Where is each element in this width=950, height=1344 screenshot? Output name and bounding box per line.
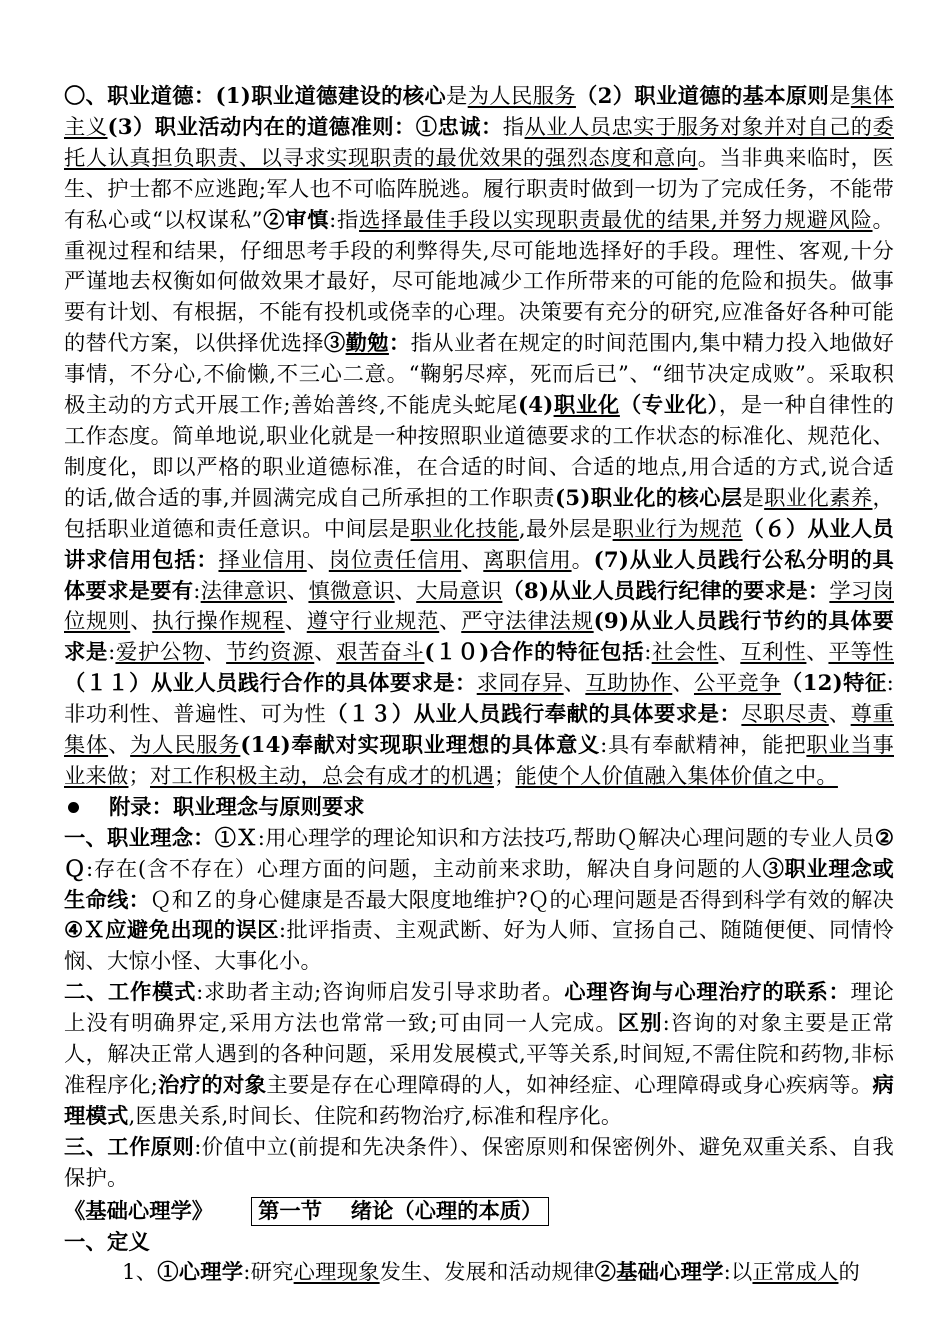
text-run: 。重视过程和结果，仔细思考手段的利弊得失,尽可能地选择好的手段。理性、客观,十分严谨地去权衡如何做效果才最好，尽可能地减少工作所带来的可能的危险和损失。做事要有计划、有根据，不能有投机或侥幸的心理。决策要有充分的研究,应准备好各种可能的替代方案，以供择优选择 [64,207,895,357]
criteria-label: (3）职业活动内在的道德准则： [107,114,416,140]
key-term: 法律意识 [200,578,287,604]
text-run: :求助者主动;咨询师启发引导求助者。 [196,980,565,1006]
key-term: 爱护公物 [115,640,205,666]
key-term: 尊重集体 [64,702,895,759]
text-run: :咨询的对象主要是正常人，解决正常人遇到的各种问题，采用发展模式,平等关系,时间短,不需住院和药物,非标准程序化; [64,1011,894,1098]
text-run: 。当非典来临时，医生、护士都不应逃跑;军人也不可临阵脱逃。履行职责时做到一切为了完成任务，不能带有私心或“以权谋私” [64,145,894,233]
text-run: 。 [571,547,594,573]
section-heading: 〇、职业道德： [64,84,216,109]
text-run: 的 [838,1260,860,1286]
text-run: 、 [130,609,153,635]
text-run: :批评指责、主观武断、好为人师、宣扬自己、随随便便、同情怜悯、大惊小怪、大事化小。 [64,918,894,975]
principle-label: （2）职业道德的基本原则 [575,84,830,109]
item-label: ②基础心理学 [594,1260,724,1286]
bullet-icon [68,802,79,813]
item-label: ②Ｑ [64,825,894,882]
key-term: 严守法律法规 [461,609,594,635]
key-term: 能使个人价值融入集体价值之中。 [515,763,838,789]
text-run: 是 [742,485,765,511]
discipline-label: （8)从业人员践行纪律的要求是： [502,578,830,604]
text-run: 主要是存在心理障碍的人，如神经症、心理障碍或身心疾病等。 [266,1073,873,1098]
key-term: 从业人员忠实于服务对象并对自己的委托人认真担负职责、以寻求实现职责的最优效果的强烈态度和意向 [64,114,894,171]
text-run: ； [128,763,150,789]
text-run: 、 [672,671,694,697]
key-term: 艰苦奋斗 [336,640,425,666]
key-term: 平等性 [828,640,895,666]
text-run: 、 [806,640,829,666]
definition-line-1 [64,1258,894,1289]
text-run: 、 [286,578,309,604]
key-term: 职业化技能 [410,516,519,542]
item-label: 病理模式 [64,1073,894,1129]
text-run: : [108,640,116,666]
text-run: :指 [329,207,360,233]
loyalty-label: ①忠诚： [415,114,503,140]
key-term: 职业行为规范 [612,516,743,542]
prudence-label: ②审慎 [262,207,330,233]
key-term: 执行操作规程 [152,609,285,635]
text-run: ： [388,331,411,357]
section-box-title: 第一节 绪论（心理的本质） [251,1197,549,1226]
text-run: 、 [439,609,462,635]
text-run: ，是一种自律性的工作态度。简单地说,职业化就是一种按照职业道德要求的工作状态的标准化、规范化、制度化，即以严格的职业道德标准，在合适的时间、合适的地点,用合适的方式,说合适的话,做合适的事,并圆满完成自己所承担的工作职责 [64,393,894,511]
text-run: 、 [314,640,337,666]
key-term: 尽职尽责 [741,702,829,728]
text-run: 、 [394,578,417,604]
text-run: ，包括职业道德和责任意识。中间层是 [64,485,894,542]
professionalization-label: 职业化 [553,393,620,419]
item-label: ①Ｘ [214,825,258,851]
key-term: 互助协作 [585,671,673,697]
cooperation-label: (１０)合作的特征包括 [424,640,645,666]
text-run: 、 [306,547,329,573]
devotion-meaning-label: (14)奉献对实现职业理想的具体意义 [240,733,601,759]
appendix-heading [64,793,894,824]
key-term: 集体主义 [64,84,895,140]
key-term: 求同存异 [476,671,564,697]
text-run: Ｑ和Ｚ的身心健康是否最大限度地维护?Ｑ的心理问题是否得到科学有效的解决 [150,887,894,913]
text-run: 是 [829,84,851,109]
key-term: 择业信用 [218,547,307,573]
key-term: 职业当事业来做 [64,733,894,789]
text-run: : [193,578,201,604]
credit-label: （６）从业人员讲求信用包括： [64,516,894,573]
core-layer-label: (5)职业化的核心层 [555,485,743,511]
text-run: :具有奉献精神，能把 [600,733,807,759]
text-run: 1、 [122,1260,158,1286]
text-run: 理论上没有明确界定,采用方法也常常一致;可由同一人完成。 [64,980,895,1037]
text-run: :研究 [243,1260,294,1286]
text-run: :存在(含不存在）心理方面的问题，主动前来求助，解决自身问题的人 [86,856,763,882]
text-run: :价值中立(前提和先决条件）、保密原则和保密例外、避免双重关系、自我保护。 [64,1134,895,1191]
key-term: 正常成人 [752,1260,839,1286]
definition-heading: 一、定义 [64,1229,150,1255]
key-term: 为人民服务 [467,84,576,109]
book-section-row [64,1197,894,1228]
key-term: 为人民服务 [130,733,241,759]
text-run: 、 [284,609,307,635]
item-label: ④Ｘ应避免出现的误区 [64,918,279,944]
fairness-label: (7)从业人员践行公私分明的具体要求是要有 [64,547,895,604]
item-label: 治疗的对象 [157,1073,267,1098]
appendix-title: 附录：职业理念与原则要求 [109,794,365,820]
item-label: 心理咨询与心理治疗的联系： [564,980,851,1006]
book-title: 《基础心理学》 [64,1198,214,1224]
section-heading: 三、工作原则 [64,1134,195,1160]
text-run: ,医患关系,时间长、住院和药物治疗,标准和程序化。 [128,1103,623,1129]
text-run: :非功利性、普遍性、可为性 [64,671,894,728]
text-run: （专业化） [619,393,719,419]
text-run: 、 [108,733,131,759]
core-label: (1)职业道德建设的核心 [215,84,447,109]
key-term: 选择最佳手段以实现职责最优的结果,并努力规避风险 [359,207,873,233]
work-mode-paragraph [64,978,894,1133]
key-term: 公平竞争 [693,671,781,697]
text-run: 、 [828,702,851,728]
key-term: 大局意识 [416,578,503,604]
diligence-number: ③ [323,331,346,357]
text-run: 发生、发展和活动规律 [379,1260,595,1286]
key-term: 岗位责任信用 [328,547,462,573]
section-heading: 一、职业理念： [64,825,215,851]
item-label: ①心理学 [157,1260,244,1286]
professional-ethics-paragraph [64,82,894,793]
cooperation-req-label: （１１）从业人员践行合作的具体要求是： [64,671,477,697]
key-term: 心理现象 [293,1260,380,1286]
text-run: ； [493,763,516,789]
document-page [64,82,894,1289]
work-principles-paragraph [64,1133,894,1195]
text-run: 、 [563,671,586,697]
diligence-label: 勤勉 [345,331,389,357]
key-term: 互利性 [740,640,807,666]
key-term: 遵守行业规范 [306,609,440,635]
key-term: 节约资源 [226,640,315,666]
thrift-label: (9)从业人员践行节约的具体要求是 [64,609,895,666]
devotion-label: （１３）从业人员践行奉献的具体要求是： [326,702,742,728]
key-term: 职业化素养 [764,485,873,511]
item-label: 区别 [617,1011,663,1037]
key-term: 慎微意识 [308,578,395,604]
key-term: 对工作积极主动，总会有成才的机遇 [150,763,494,789]
key-term: 社会性 [651,640,719,666]
text-run: 、 [461,547,484,573]
text-run: :以 [723,1260,753,1286]
text-run: 指 [502,114,525,140]
feature-label: （12)特征 [780,671,887,697]
text-run: : [644,640,652,666]
text-run: 、 [718,640,741,666]
key-term: 离职信用 [483,547,572,573]
item-label: ③职业理念或生命线： [64,856,895,913]
text-run: 指从业者在规定的时间范围内,集中精力投入地做好事情，不分心,不偷懒,不三心二意。“鞠躬尽瘁，死而后已”、“细节决定成败”。采取积极主动的方式开展工作;善始善终,不能虎头蛇尾 [64,331,895,419]
text-run: 、 [204,640,227,666]
item-number: (4) [518,393,554,419]
key-term: 学习岗位规则 [64,578,894,635]
text-run: :用心理学的理论知识和方法技巧,帮助Ｑ解决心理问题的专业人员 [257,825,875,851]
section-heading: 二、工作模式 [64,980,197,1006]
career-ideas-paragraph [64,824,894,979]
text-run: ,最外层是 [518,516,613,542]
text-run: 是 [446,84,468,109]
